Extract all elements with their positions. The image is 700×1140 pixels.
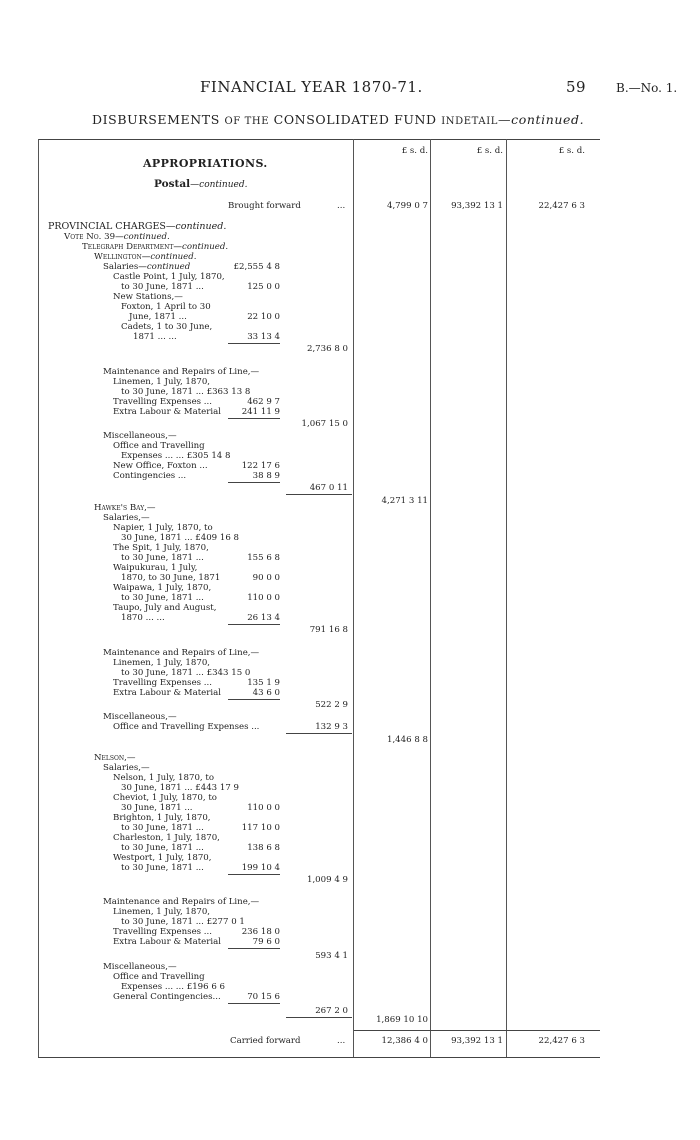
nelson-miscellaneous: Miscellaneous,— (103, 962, 177, 972)
page-number: 59 (566, 78, 587, 96)
cadets-line1: Cadets, 1 to 30 June, (121, 322, 213, 332)
provincial-label: PROVINCIAL CHARGES (48, 221, 166, 232)
subtotal-rule (228, 418, 280, 419)
document-reference: B.—No. 1. (616, 81, 678, 95)
general-contingencies: General Contingencies... (113, 992, 221, 1002)
foxton-line2: June, 1871 ... (129, 312, 187, 322)
nelson-office-line2: Expenses ... ... £196 6 6 (121, 982, 226, 992)
telegraph-continued: —continued. (173, 242, 229, 252)
subtitle-of-the: OF THE (224, 116, 270, 127)
castle-point-line2: to 30 June, 1871 ... (121, 282, 204, 292)
taupo-line1: Taupo, July and August, (113, 603, 217, 613)
waipukurau-amount: 90 0 0 (252, 573, 280, 583)
subtotal-rule (228, 624, 280, 625)
vote-heading (64, 232, 170, 242)
waipukurau-line2: 1870, to 30 June, 1871 (121, 573, 221, 583)
wellington-extra-labour-amount: 241 11 9 (241, 407, 280, 417)
nelson-grand-total: 1,869 10 10 (376, 1015, 428, 1025)
postal-heading (154, 178, 247, 190)
brighton-line2: to 30 June, 1871 ... (121, 823, 204, 833)
nelson-line2: 30 June, 1871 ... £443 17 9 (121, 783, 239, 793)
nelson-salaries-total: 1,009 4 9 (306, 875, 348, 885)
wellington-salaries (103, 262, 190, 272)
westport-line1: Westport, 1 July, 1870, (113, 853, 212, 863)
telegraph-label: Telegraph Department (82, 242, 174, 252)
taupo-amount: 26 13 4 (247, 613, 280, 623)
wellington-office-line2: Expenses ... ... £305 14 8 (121, 451, 231, 461)
column-rule-1 (353, 139, 354, 1057)
hawkes-bay-grand-total: 1,446 8 8 (386, 735, 428, 745)
hawkes-bay-miscellaneous: Miscellaneous,— (103, 712, 177, 722)
nelson-heading: Nelson,— (94, 753, 136, 763)
hawkes-bay-office: Office and Travelling Expenses ... (113, 722, 260, 732)
new-office-foxton: New Office, Foxton ... (113, 461, 208, 471)
nelson-travelling: Travelling Expenses ... (113, 927, 212, 937)
column-rule-3 (506, 139, 507, 1057)
new-office-foxton-amount: 122 17 6 (241, 461, 280, 471)
column-header-2: £ s. d. (476, 146, 503, 156)
hawkes-bay-salaries: Salaries,— (103, 513, 150, 523)
wellington-maintenance-total: 1,067 15 0 (301, 419, 348, 429)
vote-label: Vote No. 39 (64, 232, 116, 242)
nelson-maintenance: Maintenance and Repairs of Line,— (103, 897, 260, 907)
taupo-line2: 1870 ... ... (121, 613, 165, 623)
wellington-linemen-line2: to 30 June, 1871 ... £363 13 8 (121, 387, 251, 397)
carried-forward-dots: ... (337, 1036, 346, 1046)
nelson-extra-labour-amount: 79 6 0 (252, 937, 280, 947)
subtitle-in: IN (441, 116, 456, 127)
westport-line2: to 30 June, 1871 ... (121, 863, 204, 873)
subtotal-rule (228, 343, 280, 344)
cadets-line2: 1871 ... ... (133, 332, 177, 342)
wellington-salaries-total: 2,736 8 0 (306, 344, 348, 354)
cheviot-amount: 110 0 0 (247, 803, 280, 813)
the-spit-line2: to 30 June, 1871 ... (121, 553, 204, 563)
hawkes-bay-extra-labour-amount: 43 6 0 (252, 688, 280, 698)
vote-continued: —continued. (115, 232, 170, 242)
brighton-amount: 117 10 0 (241, 823, 280, 833)
brighton-line1: Brighton, 1 July, 1870, (113, 813, 211, 823)
provincial-charges-heading (48, 222, 226, 232)
brought-forward-col1: 4,799 0 7 (386, 201, 428, 211)
charleston-line2: to 30 June, 1871 ... (121, 843, 204, 853)
nelson-extra-labour: Extra Labour & Material (113, 937, 221, 947)
cheviot-line1: Cheviot, 1 July, 1870, to (113, 793, 217, 803)
table-left-rule (38, 139, 39, 1057)
subtotal-rule (228, 874, 280, 875)
carried-forward-col1: 12,386 4 0 (381, 1036, 428, 1046)
nelson-salaries: Salaries,— (103, 763, 150, 773)
westport-amount: 199 10 4 (241, 863, 280, 873)
page-subtitle (92, 112, 584, 127)
wellington-maintenance: Maintenance and Repairs of Line,— (103, 367, 260, 377)
foxton-amount: 22 10 0 (247, 312, 280, 322)
castle-point-line1: Castle Point, 1 July, 1870, (113, 272, 225, 282)
table-bottom-rule (38, 1057, 600, 1058)
wellington-travelling-amount: 462 9 7 (247, 397, 280, 407)
hawkes-bay-office-amount: 132 9 3 (315, 722, 348, 732)
column-header-3: £ s. d. (558, 146, 585, 156)
page-title: FINANCIAL YEAR 1870-71. (200, 78, 423, 96)
hawkes-bay-salaries-total: 791 16 8 (309, 625, 348, 635)
wellington-continued: —continued. (141, 252, 197, 262)
column-header-1: £ s. d. (401, 146, 428, 156)
waipawa-amount: 110 0 0 (247, 593, 280, 603)
total-rule (286, 494, 352, 495)
wellington-office-line1: Office and Travelling (113, 441, 205, 451)
hawkes-bay-maintenance: Maintenance and Repairs of Line,— (103, 648, 260, 658)
wellington-salaries-amount: £2,555 4 8 (233, 262, 280, 272)
total-rule (286, 733, 352, 734)
hawkes-bay-heading: Hawke's Bay,— (94, 503, 156, 513)
carried-forward-col2: 93,392 13 1 (451, 1036, 503, 1046)
carried-forward-label: Carried forward (230, 1036, 301, 1046)
waipawa-line1: Waipawa, 1 July, 1870, (113, 583, 212, 593)
total-rule (286, 1017, 352, 1018)
wellington-heading (94, 252, 196, 262)
wellington-travelling: Travelling Expenses ... (113, 397, 212, 407)
waipawa-line2: to 30 June, 1871 ... (121, 593, 204, 603)
hawkes-bay-maintenance-total: 522 2 9 (315, 700, 348, 710)
provincial-continued: —continued. (165, 221, 227, 232)
brought-forward-col3: 22,427 6 3 (538, 201, 585, 211)
column-rule-2 (430, 139, 431, 1057)
the-spit-amount: 155 6 8 (247, 553, 280, 563)
napier-line1: Napier, 1 July, 1870, to (113, 523, 213, 533)
the-spit-line1: The Spit, 1 July, 1870, (113, 543, 209, 553)
subtotal-rule (228, 948, 280, 949)
hawkes-bay-extra-labour: Extra Labour & Material (113, 688, 221, 698)
cheviot-line2: 30 June, 1871 ... (121, 803, 193, 813)
foxton-line1: Foxton, 1 April to 30 (121, 302, 211, 312)
subtotal-rule (228, 1003, 280, 1004)
nelson-travelling-amount: 236 18 0 (241, 927, 280, 937)
postal-label: Postal (154, 178, 191, 190)
nelson-linemen-line2: to 30 June, 1871 ... £277 0 1 (121, 917, 245, 927)
general-contingencies-amount: 70 15 6 (247, 992, 280, 1002)
subtitle-main: DISBURSEMENTS (92, 112, 220, 127)
nelson-linemen-line1: Linemen, 1 July, 1870, (113, 907, 211, 917)
subtitle-continued: —continued. (498, 112, 585, 127)
hawkes-bay-linemen-line1: Linemen, 1 July, 1870, (113, 658, 211, 668)
wellington-contingencies-amount: 38 8 9 (252, 471, 280, 481)
wellington-extra-labour: Extra Labour & Material (113, 407, 221, 417)
wellington-miscellaneous-total: 467 0 11 (309, 483, 348, 493)
brought-forward-label: Brought forward (228, 201, 301, 211)
hawkes-bay-linemen-line2: to 30 June, 1871 ... £343 15 0 (121, 668, 251, 678)
napier-line2: 30 June, 1871 ... £409 16 8 (121, 533, 239, 543)
subtitle-detail: DETAIL (455, 116, 499, 127)
wellington-grand-total: 4,271 3 11 (381, 496, 428, 506)
cadets-amount: 33 13 4 (247, 332, 280, 342)
wellington-contingencies: Contingencies ... (113, 471, 187, 481)
carried-forward-col3: 22,427 6 3 (538, 1036, 585, 1046)
charleston-amount: 138 6 8 (247, 843, 280, 853)
hawkes-bay-travelling-amount: 135 1 9 (247, 678, 280, 688)
castle-point-amount: 125 0 0 (247, 282, 280, 292)
nelson-office-line1: Office and Travelling (113, 972, 205, 982)
carried-forward-rule (354, 1030, 600, 1031)
wellington-miscellaneous: Miscellaneous,— (103, 431, 177, 441)
postal-continued: —continued. (190, 180, 248, 190)
table-top-rule (38, 139, 600, 140)
waipukurau-line1: Waipukurau, 1 July, (113, 563, 198, 573)
new-stations: New Stations,— (113, 292, 183, 302)
subtitle-fund: CONSOLIDATED FUND (273, 112, 437, 127)
charleston-line1: Charleston, 1 July, 1870, (113, 833, 220, 843)
wellington-salaries-label: Salaries (103, 262, 139, 272)
brought-forward-col2: 93,392 13 1 (451, 201, 503, 211)
wellington-label: Wellington (94, 252, 142, 262)
nelson-maintenance-total: 593 4 1 (315, 951, 348, 961)
nelson-line1: Nelson, 1 July, 1870, to (113, 773, 215, 783)
telegraph-heading (82, 242, 228, 252)
nelson-miscellaneous-total: 267 2 0 (315, 1006, 348, 1016)
wellington-linemen-line1: Linemen, 1 July, 1870, (113, 377, 211, 387)
hawkes-bay-travelling: Travelling Expenses ... (113, 678, 212, 688)
section-heading: APPROPRIATIONS. (143, 157, 268, 170)
subtotal-rule (228, 699, 280, 700)
wellington-salaries-continued: —continued (138, 262, 191, 272)
brought-forward-dots: ... (337, 201, 346, 211)
subtotal-rule (228, 482, 280, 483)
